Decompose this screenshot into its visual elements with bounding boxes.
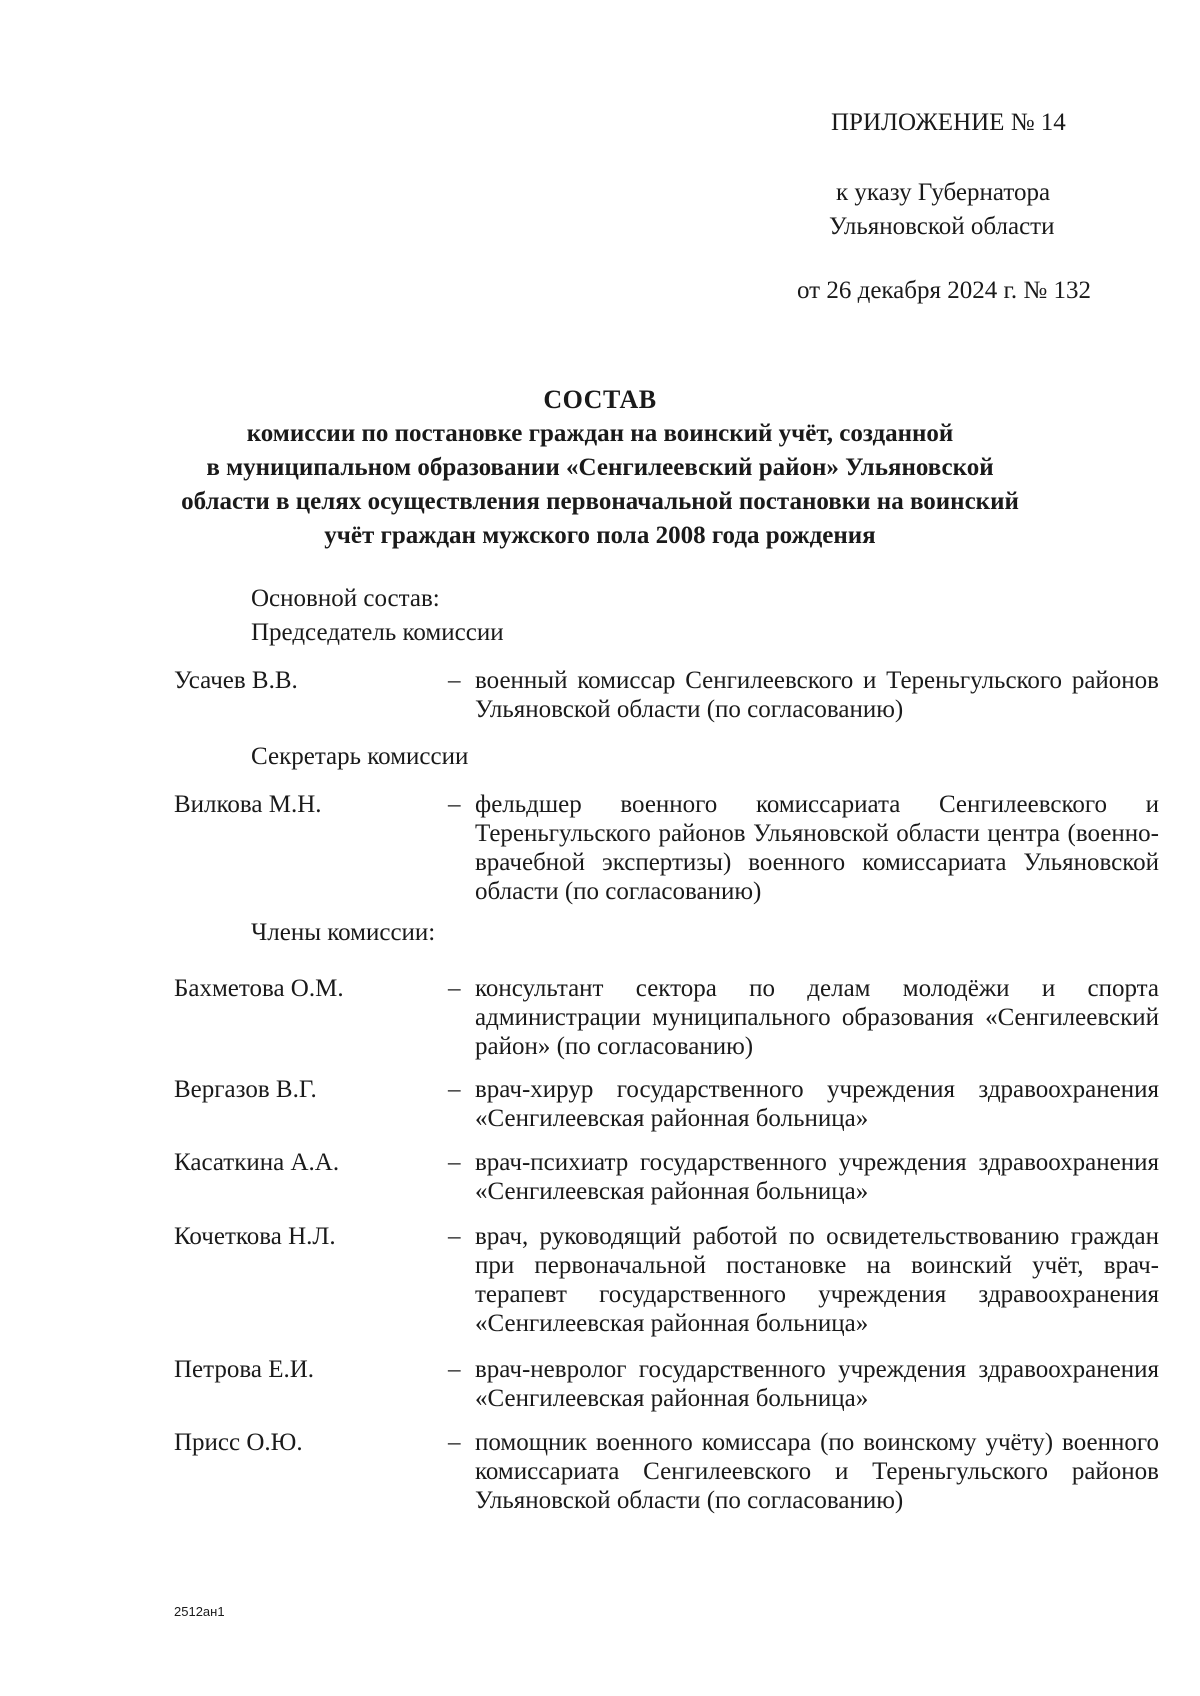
main-composition-label: Основной состав: [251,585,440,612]
person-position: консультант сектора по делам молодёжи и спорта администрации муниципального образования «Сенгилеевский район» (по согласованию) [475,975,1159,1060]
person-name: Вергазов В.Г. [174,1076,317,1103]
person-position: военный комиссар Сенгилеевского и Тереньгульского районов Ульяновской области (по согласованию) [475,667,1159,723]
member-entry [174,1355,1159,1413]
attachment-decree-line: к указу Губернатора [836,179,1051,206]
dash-separator: – [448,1429,461,1456]
subtitle-line: в муниципальном образовании «Сенгилеевский район» Ульяновской [206,454,994,481]
members-section-label: Члены комиссии: [251,919,436,946]
member-entry [174,1222,1159,1338]
document-heading: СОСТАВ [543,385,657,414]
member-entry [174,1428,1159,1515]
chairman-section-label: Председатель комиссии [251,619,504,646]
person-position: врач-психиатр государственного учреждения здравоохранения «Сенгилеевская районная больница» [475,1149,1159,1205]
attachment-title: ПРИЛОЖЕНИЕ № 14 [831,109,1066,136]
person-name: Бахметова О.М. [174,975,344,1002]
person-position: помощник военного комиссара (по воинскому учёту) военного комиссариата Сенгилеевского и Тереньгульского районов Ульяновской области (по согласованию) [475,1429,1159,1514]
secretary-entry [174,790,1159,906]
chairman-entry [174,666,1159,724]
member-entry [174,1148,1159,1206]
dash-separator: – [448,1356,461,1383]
person-name: Усачев В.В. [174,667,298,694]
dash-separator: – [448,791,461,818]
dash-separator: – [448,1223,461,1250]
person-name: Петрова Е.И. [174,1356,315,1383]
attachment-region-line: Ульяновской области [829,213,1055,240]
person-position: фельдшер военного комиссариата Сенгилеевского и Тереньгульского районов Ульяновской области центра (военно-врачебной экспертизы) военного комиссариата Ульяновской области (по согласованию) [475,791,1159,905]
person-name: Присс О.Ю. [174,1429,303,1456]
footer-document-code: 2512ан1 [174,1604,225,1619]
person-position: врач-невролог государственного учреждения здравоохранения «Сенгилеевская районная больница» [475,1356,1159,1412]
person-name: Касаткина А.А. [174,1149,340,1176]
dash-separator: – [448,1076,461,1103]
attachment-date-line: от 26 декабря 2024 г. № 132 [797,277,1092,304]
member-entry [174,1075,1159,1133]
subtitle-line: комиссии по постановке граждан на воинский учёт, созданной [246,420,954,447]
secretary-section-label: Секретарь комиссии [251,743,469,770]
person-position: врач-хирур государственного учреждения здравоохранения «Сенгилеевская районная больница» [475,1076,1159,1132]
dash-separator: – [448,975,461,1002]
member-entry [174,974,1159,1061]
title-block [140,383,1060,553]
person-name: Вилкова М.Н. [174,791,322,818]
person-name: Кочеткова Н.Л. [174,1223,336,1250]
subtitle-line: области в целях осуществления первоначальной постановки на воинский [181,488,1019,515]
dash-separator: – [448,1149,461,1176]
subtitle-line: учёт граждан мужского пола 2008 года рождения [324,522,876,549]
person-position: врач, руководящий работой по освидетельствованию граждан при первоначальной постановке на воинский учёт, врач-терапевт государственного учреждения здравоохранения «Сенгилеевская районная больница» [475,1223,1159,1337]
dash-separator: – [448,667,461,694]
